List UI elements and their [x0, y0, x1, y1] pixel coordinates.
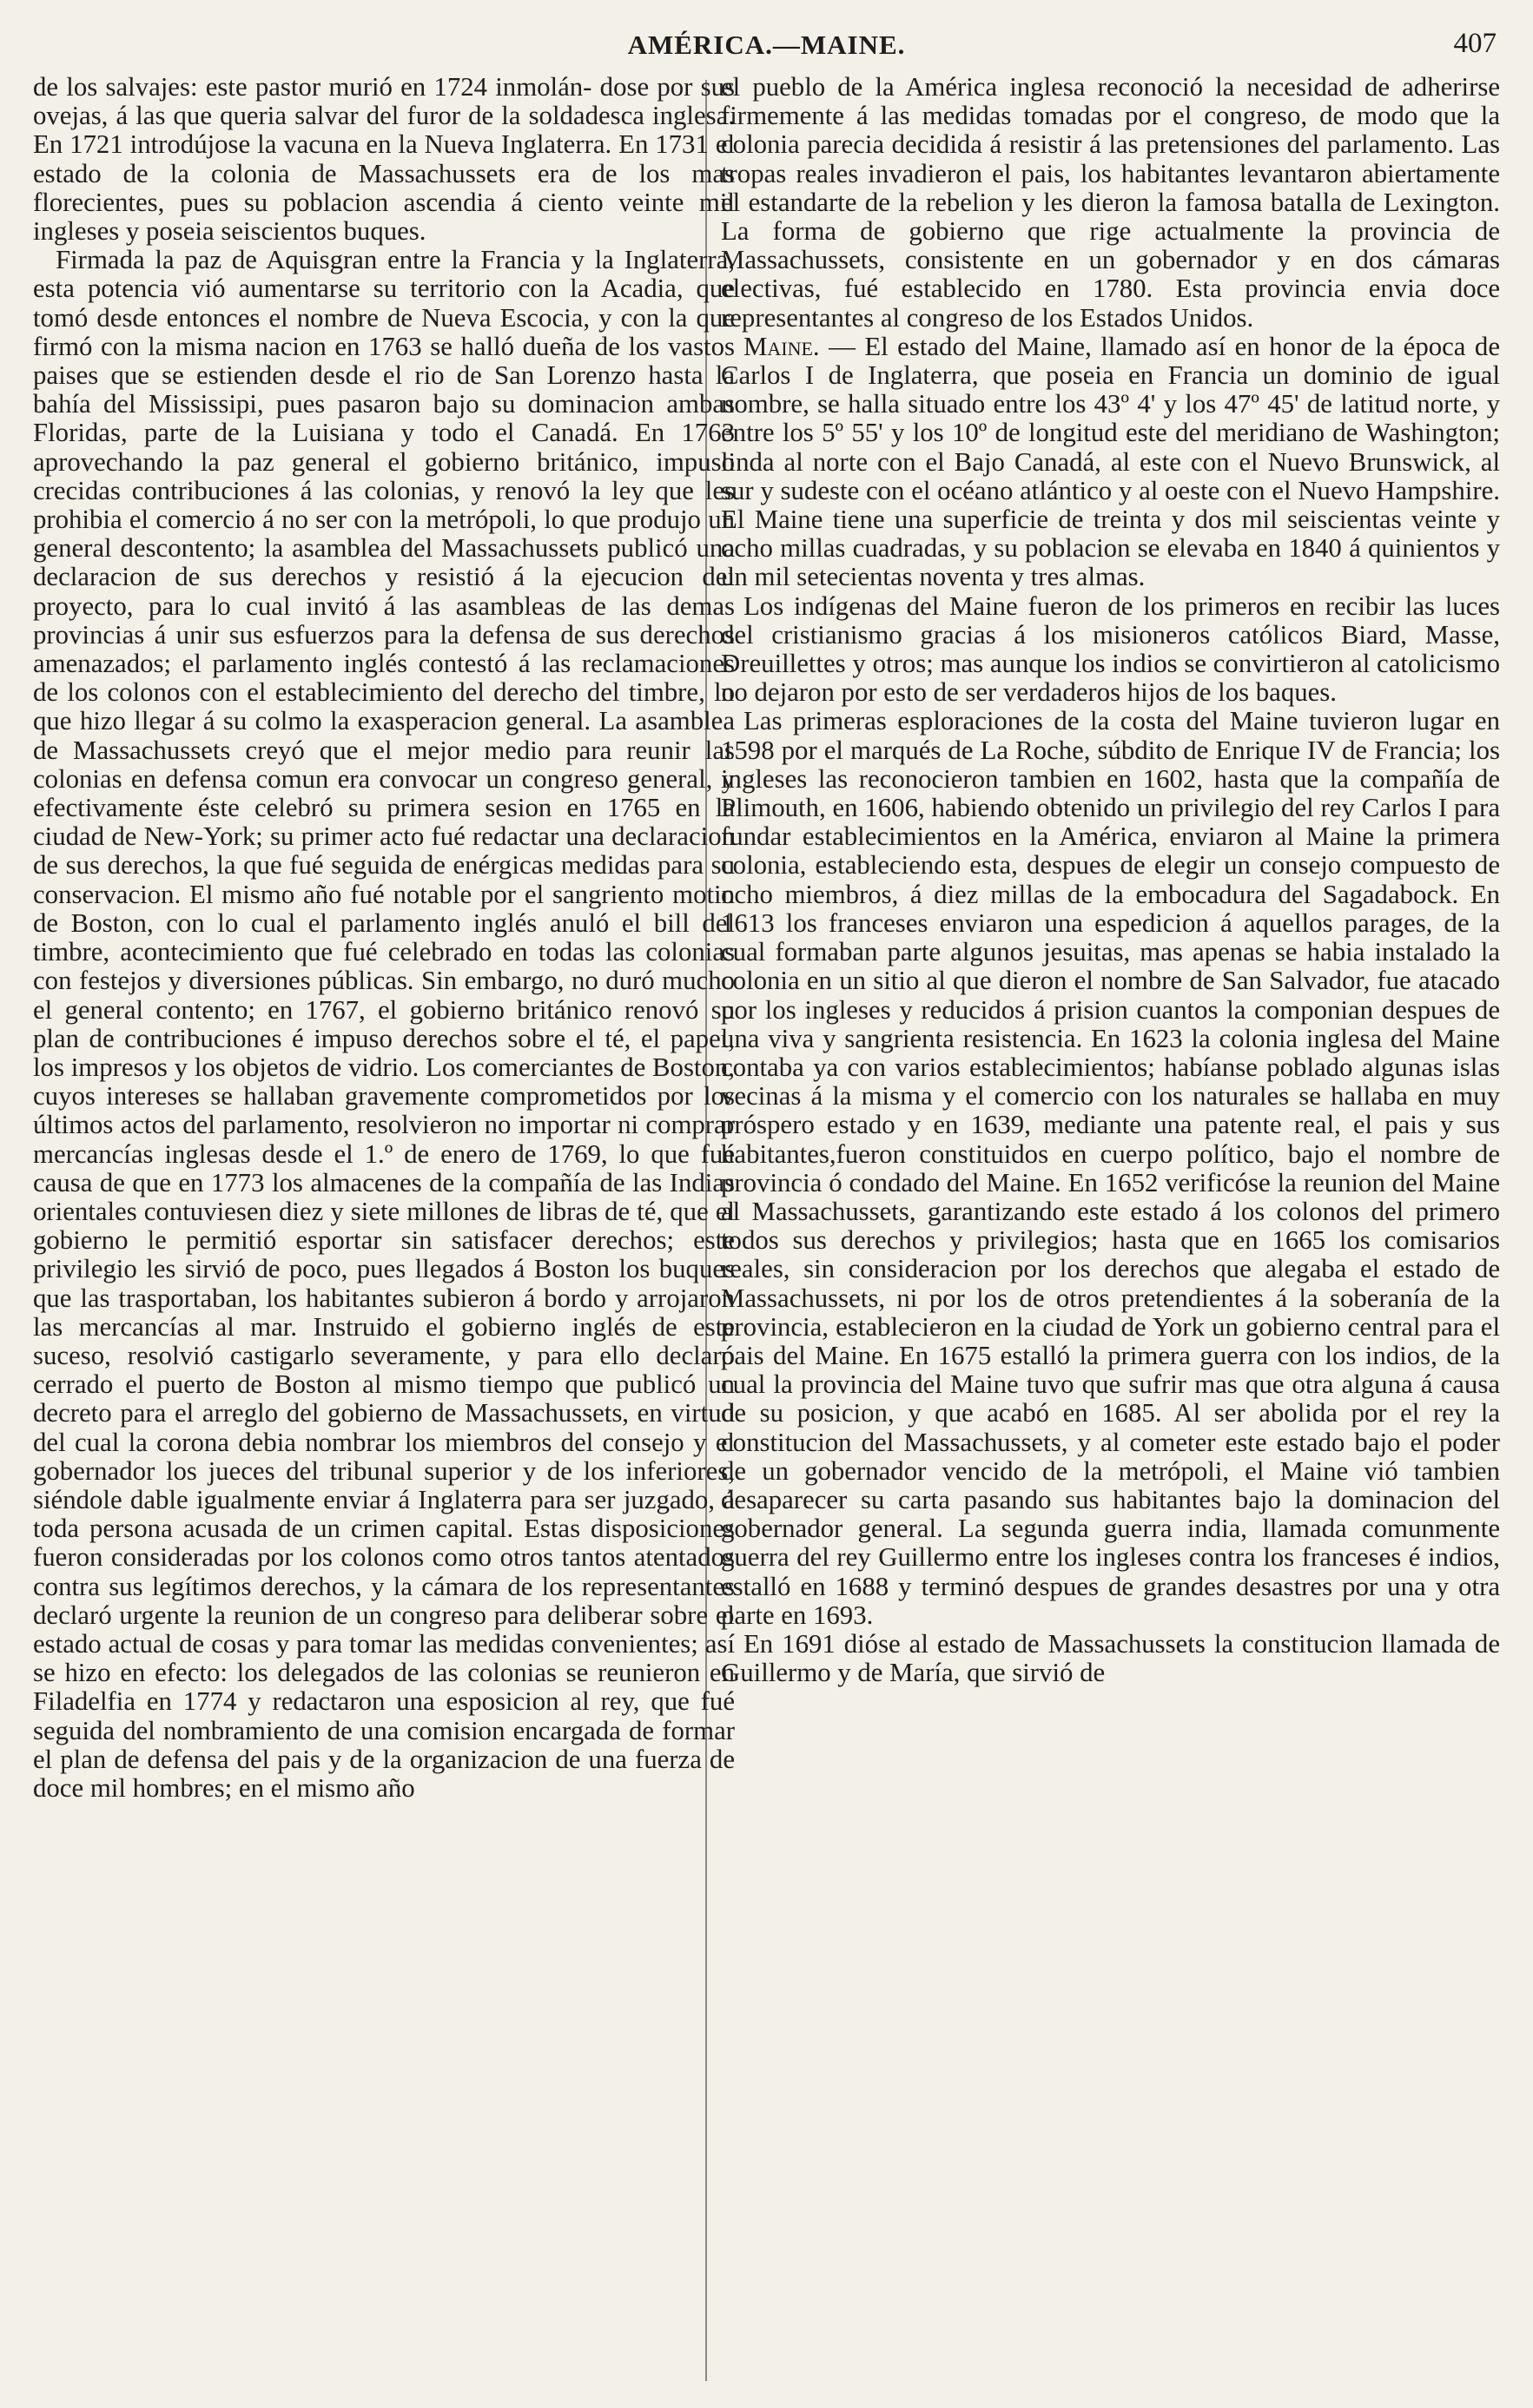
- paragraph: Las primeras esploraciones de la costa del Maine tuvieron lugar en 1598 por el marqués de La Roche, súbdito de Enrique IV de Francia; los ingleses las reconocieron tambien en 1602, hasta que la compañía de Plimouth, en 1606, habiendo obtenido un privilegio del rey Carlos I para fundar establecimientos en la América, enviaron al Maine la primera colonia, estableciendo esta, despues de elegir un consejo compuesto de ocho miembros, á diez millas de la embocadura del Sagadabock. En 1613 los franceses enviaron una espedicion á aquellos parages, de la cual formaban parte algunos jesuitas, mas apenas se habia instalado la colonia en un sitio al que dieron el nombre de San Salvador, fue atacado por los ingleses y reducidos á prision cuantos la componian despues de una viva y sangrienta resistencia. En 1623 la colonia inglesa del Maine contaba ya con varios establecimientos; habíanse poblado algunas islas vecinas á la misma y el comercio con los naturales se hallaba en muy próspero estado y en 1639, mediante una patente real, el pais y sus habitantes,fueron constituidos en cuerpo político, bajo el nombre de provincia ó condado del Maine. En 1652 verificóse la reunion del Maine al Massachussets, garantizando este estado á los colonos del primero todos sus derechos y privilegios; hasta que en 1665 los comisarios reales, sin consideracion por los derechos que alegaba el estado de Massachussets, ni por los de otros pretendientes á la soberanía de la provincia, establecieron en la ciudad de York un gobierno central para el pais del Maine. En 1675 estalló la primera guerra con los indios, de la cual la provincia del Maine tuvo que sufrir mas que otra alguna á causa de su posicion, y que acabó en 1685. Al ser abolida por el rey la constitucion del Massachussets, y al cometer este estado bajo el poder de un gobernador vencido de la metrópoli, el Maine vió tambien desaparecer su carta pasando sus habitantes bajo la dominacion del gobernador general. La segunda guerra india, llamada comunmente guerra del rey Guillermo entre los ingleses contra los franceses é indios, estalló en 1688 y terminó despues de grandes desastres por una y otra parte en 1693.: [721, 706, 1500, 1630]
- paragraph: [721, 333, 1500, 592]
- left-column: [33, 73, 735, 2392]
- paragraph: el pueblo de la América inglesa reconoció la necesidad de adherirse firmemente á las medidas tomadas por el congreso, de modo que la colonia parecia decidida á resistir á las pretensiones del parlamento. Las tropas reales invadieron el pais, los habitantes levantaron abiertamente el estandarte de la rebelion y les dieron la famosa batalla de Lexington. La forma de gobierno que rige actualmente la provincia de Massachussets, consistente en un gobernador y en dos cámaras electivas, fué establecido en 1780. Esta provincia envia doce representantes al congreso de los Estados Unidos.: [721, 73, 1500, 333]
- paragraph: En 1691 dióse al estado de Massachussets la constitucion llamada de Guillermo y de María, que sirvió de: [721, 1628, 1500, 1688]
- page-title: AMÉRICA.—MAINE.: [627, 30, 906, 60]
- paragraph: Firmada la paz de Aquisgran entre la Francia y la Inglaterra, esta potencia vió aumentarse su territorio con la Acadia, que tomó desde entonces el nombre de Nueva Escocia, y con la que firmó con la misma nacion en 1763 se halló dueña de los vastos paises que se estienden desde el rio de San Lorenzo hasta la bahía del Mississipi, pues pasaron bajo su dominacion ambas Floridas, parte de la Luisiana y todo el Canadá. En 1763 aprovechando la paz general el gobierno británico, impuso crecidas contribuciones á las colonias, y renovó la ley que les prohibia el comercio á no ser con la metrópoli, lo que produjo un general descontento; la asamblea del Massachussets publicó una declaracion de sus derechos y resistió á la ejecucion del proyecto, para lo cual invitó á las asambleas de las demas provincias á unir sus esfuerzos para la defensa de sus derechos amenazados; el parlamento inglés contestó á las reclamaciones de los colonos con el establecimiento del derecho del timbre, lo que hizo llegar á su colmo la exasperacion general. La asamblea de Massachussets creyó que el mejor medio para reunir las colonias en defensa comun era convocar un congreso general, y efectivamente éste celebró su primera sesion en 1765 en la ciudad de New-York; su primer acto fué redactar una declaracion de sus derechos, la que fué seguida de enérgicas medidas para su conservacion. El mismo año fué notable por el sangriento motin de Boston, con lo cual el parlamento inglés anuló el bill del timbre, acontecimiento que fué celebrado en todas las colonias con festejos y diversiones públicas. Sin embargo, no duró mucho el general contento; en 1767, el gobierno británico renovó su plan de contribuciones é impuso derechos sobre el té, el papel, los impresos y los objetos de vidrio. Los comerciantes de Boston, cuyos intereses se hallaban gravemente comprometidos por los últimos actos del parlamento, resolvieron no importar ni comprar mercancías inglesas desde el 1.º de enero de 1769, lo que fué causa de que en 1773 los almacenes de la compañía de las Indias orientales contuviesen diez y siete millones de libras de té, que el gobierno le permitió esportar sin satisfacer derechos; este privilegio les sirvió de poco, pues llegados á Boston los buques que las trasportaban, los habitantes subieron á bordo y arrojaron las mercancías al mar. Instruido el gobierno inglés de este suceso, resolvió castigarlo severamente, y para ello declaró cerrado el puerto de Boston al mismo tiempo que publicó un decreto para el arreglo del gobierno de Massachussets, en virtud del cual la corona debia nombrar los miembros del consejo y el gobernador los jueces del tribunal superior y de los inferiores, siéndole dable igualmente enviar á Inglaterra para ser juzgado, á toda persona acusada de un crimen capital. Estas disposiciones fueron consideradas por los colonos como otros tantos atentados contra sus legítimos derechos, y la cámara de los representantes declaró urgente la reunion de un congreso para deliberar sobre el estado actual de cosas y para tomar las medidas convenientes; así se hizo en efecto: los delegados de las colonias se reunieron en Filadelfia en 1774 y redactaron una esposicion al rey, que fué seguida del nombramiento de una comision encargada de formar el plan de defensa del pais y de la organizacion de una fuerza de doce mil hombres; en el mismo año: [33, 245, 735, 1803]
- paragraph: Los indígenas del Maine fueron de los primeros en recibir las luces del cristianismo gracias á los misioneros católicos Biard, Masse, Dreuillettes y otros; mas aunque los indios se convirtieron al catolicismo no dejaron por esto de ser verdaderos hijos de los baques.: [721, 590, 1500, 708]
- paragraph: de los salvajes: este pastor murió en 1724 inmolán- dose por sus ovejas, á las que queria salvar del furor de la soldadesca inglesa. En 1721 introdújose la vacuna en la Nueva Inglaterra. En 1731 el estado de la colonia de Massachussets era de los mas florecientes, pues su poblacion ascendia á ciento veinte mil ingleses y poseia seiscientos buques.: [33, 73, 735, 247]
- right-column: [721, 73, 1500, 2392]
- page-number: 407: [1453, 28, 1497, 59]
- running-header: [33, 24, 1500, 73]
- section-lead: Maine.: [743, 331, 820, 361]
- paragraph-text: — El estado del Maine, llamado así en honor de la época de Carlos I de Inglaterra, que poseia en Francia un dominio de igual nombre, se halla situado entre los 43º 4' y los 47º 45' de latitud norte, y entre los 5º 55' y los 10º de longitud este del meridiano de Washington; linda al norte con el Bajo Canadá, al este con el Nuevo Brunswick, al sur y sudeste con el océano atlántico y al oeste con el Nuevo Hampshire. El Maine tiene una superficie de treinta y dos mil seiscientas veinte y ocho millas cuadradas, y su poblacion se elevaba en 1840 á quinientos y un mil setecientas noventa y tres almas.: [721, 331, 1500, 592]
